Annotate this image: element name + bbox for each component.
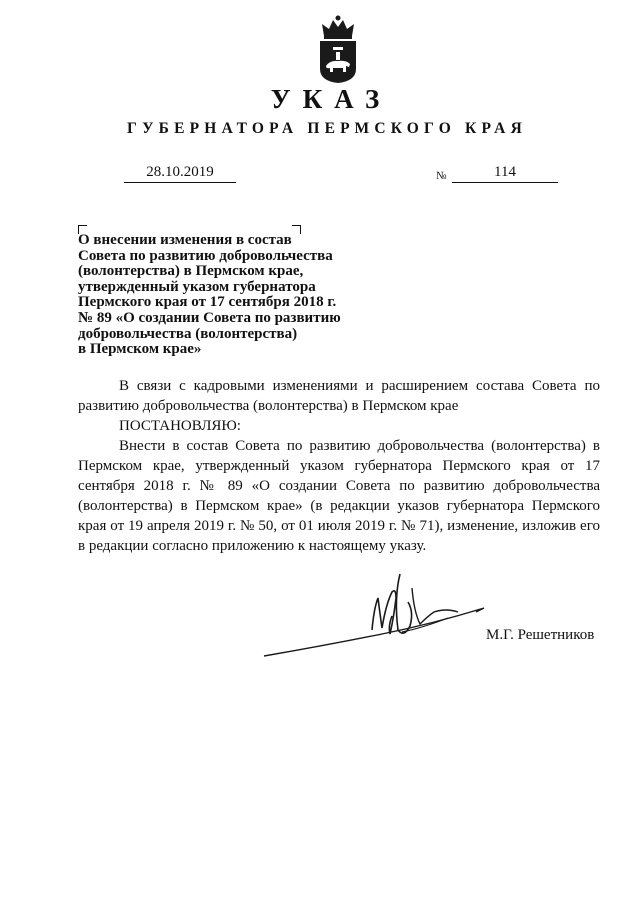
decision-paragraph: Внести в состав Совета по развитию добровольчества (волонтерства) в Пермском крае, утвержденный указом губернатора Пермского края от 17 сентября 2018 г. № 89 «О создании Совета по развитию добровольчества (волонтерства) в Пермском крае» (в редакции указов губернатора Пермского края от 19 апреля 2019 г. № 50, от 01 июля 2019 г. № 71), изменение, изложив его в редакции согласно приложению к настоящему указу. (78, 438, 600, 554)
signer-name: М.Г. Решетников (486, 627, 595, 643)
coat-of-arms-icon (316, 14, 360, 84)
heading-line: Пермского края от 17 сентября 2018 г. (78, 294, 337, 311)
decree-date: 28.10.2019 (124, 162, 236, 183)
decree-body (78, 376, 600, 556)
decree-heading (78, 233, 368, 358)
signature-mark (262, 568, 492, 663)
heading-line: (волонтерства) в Пермском крае, (78, 263, 304, 280)
document-title: УКАЗ (270, 84, 392, 114)
heading-line: в Пермском крае» (78, 341, 202, 358)
heading-line: О внесении изменения в состав (78, 232, 292, 248)
preamble-paragraph: В связи с кадровыми изменениями и расширением состава Совета по развитию добровольчества (волонтерства) в Пермском крае (78, 378, 600, 414)
heading-line: добровольчества (волонтерства) (78, 325, 298, 342)
heading-line: утвержденный указом губернатора (78, 278, 316, 295)
document-subtitle: ГУБЕРНАТОРА ПЕРМСКОГО КРАЯ (127, 120, 527, 137)
decree-word: ПОСТАНОВЛЯЮ: (119, 418, 241, 434)
decree-number: 114 (452, 162, 558, 183)
number-label: № (436, 170, 447, 182)
heading-line: № 89 «О создании Совета по развитию (78, 309, 341, 326)
heading-line: Совета по развитию добровольчества (78, 247, 333, 264)
